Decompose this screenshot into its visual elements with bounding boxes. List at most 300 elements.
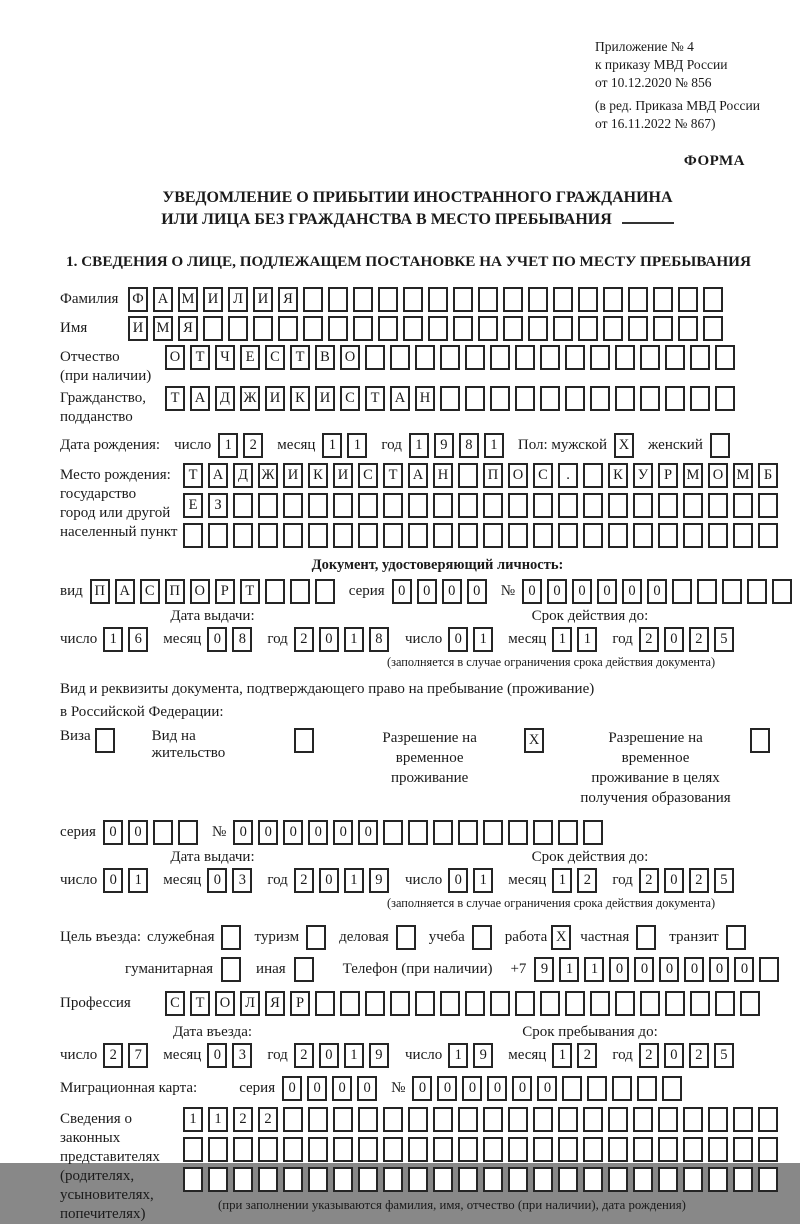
form-cell: Р xyxy=(290,991,310,1016)
form-cell xyxy=(258,493,278,518)
form-cell xyxy=(558,1137,578,1162)
form-cell: 0 xyxy=(308,820,328,845)
form-cell xyxy=(178,820,198,845)
form-cell xyxy=(303,287,323,312)
form-cell: К xyxy=(308,463,328,488)
purpose-tourism-label: туризм xyxy=(254,929,300,945)
form-cell: 2 xyxy=(577,868,597,893)
form-cell: 0 xyxy=(597,579,617,604)
form-cell: 1 xyxy=(183,1107,203,1132)
purpose-commercial-label: деловая xyxy=(339,929,389,945)
residence-valid-month-label: месяц xyxy=(508,872,547,888)
stay-until-fields xyxy=(405,1043,775,1068)
form-cell xyxy=(315,579,335,604)
form-cell xyxy=(733,493,753,518)
form-cell xyxy=(328,287,348,312)
form-cell: С xyxy=(358,463,378,488)
residence-series-cells xyxy=(103,820,203,845)
form-cell xyxy=(378,316,398,341)
form-cell xyxy=(294,728,314,753)
form-cell xyxy=(583,1107,603,1132)
residence-valid-year-label: год xyxy=(612,872,633,888)
temp-residence-label xyxy=(347,728,512,788)
form-cell: 0 xyxy=(417,579,437,604)
form-cell xyxy=(208,523,228,548)
form-cell xyxy=(428,316,448,341)
residence-issue-col xyxy=(60,849,405,911)
purpose-business-checkbox xyxy=(221,925,246,950)
form-cell xyxy=(408,1167,428,1192)
form-cell: М xyxy=(683,463,703,488)
identity-valid-heading: Срок действия до: xyxy=(531,608,649,624)
form-cell xyxy=(258,1137,278,1162)
residence-number-label: № xyxy=(211,824,227,840)
form-cell xyxy=(633,1167,653,1192)
form-cell: О xyxy=(508,463,528,488)
form-cell: 0 xyxy=(332,1076,352,1101)
form-cell xyxy=(508,493,528,518)
form-cell xyxy=(615,386,635,411)
form-cell: X xyxy=(524,728,544,753)
form-cell xyxy=(433,1167,453,1192)
stay-month-label: месяц xyxy=(508,1047,547,1063)
form-cell: С xyxy=(533,463,553,488)
form-cell xyxy=(558,493,578,518)
form-cell xyxy=(428,287,448,312)
residence-dates xyxy=(60,849,775,911)
form-cell xyxy=(608,1107,628,1132)
form-cell: А xyxy=(153,287,173,312)
form-cell xyxy=(703,316,723,341)
temp-residence-label-line2: проживание xyxy=(390,770,469,786)
stay-day-cells xyxy=(448,1043,498,1068)
form-cell xyxy=(583,523,603,548)
form-cell: 2 xyxy=(103,1043,123,1068)
form-cell xyxy=(708,1107,728,1132)
form-cell xyxy=(503,287,523,312)
form-cell xyxy=(633,1137,653,1162)
form-cell xyxy=(740,991,760,1016)
form-cell xyxy=(306,925,326,950)
form-cell xyxy=(221,957,241,982)
form-cell: 0 xyxy=(233,820,253,845)
form-cell: 0 xyxy=(333,820,353,845)
birth-place-label-line2: государство xyxy=(60,486,137,502)
form-cell: 0 xyxy=(734,957,754,982)
form-cell xyxy=(403,316,423,341)
form-cell: О xyxy=(165,345,185,370)
form-cell xyxy=(483,820,503,845)
residence-number-cells xyxy=(233,820,608,845)
form-cell: 9 xyxy=(473,1043,493,1068)
form-cell: 1 xyxy=(552,1043,572,1068)
form-cell xyxy=(433,1137,453,1162)
blank-underline xyxy=(622,222,674,224)
form-cell xyxy=(615,345,635,370)
temp-residence-label-line1: Разрешение на временное xyxy=(382,730,477,766)
form-cell: А xyxy=(190,386,210,411)
form-cell xyxy=(383,493,403,518)
form-cell xyxy=(333,493,353,518)
form-cell xyxy=(458,1107,478,1132)
form-cell: А xyxy=(115,579,135,604)
form-cell xyxy=(265,579,285,604)
form-cell xyxy=(358,1167,378,1192)
form-cell: 8 xyxy=(459,433,479,458)
form-cell xyxy=(583,493,603,518)
form-cell: Н xyxy=(415,386,435,411)
form-cell: Т xyxy=(383,463,403,488)
purpose-humanitarian-checkbox xyxy=(221,957,246,982)
form-cell: 1 xyxy=(584,957,604,982)
phone-prefix: +7 xyxy=(510,961,527,977)
entry-year-cells xyxy=(294,1043,394,1068)
form-cell: Я xyxy=(278,287,298,312)
representatives-label-line5: усыновителях, xyxy=(60,1187,154,1203)
form-cell xyxy=(383,1167,403,1192)
form-cell xyxy=(608,1167,628,1192)
form-cell: 2 xyxy=(577,1043,597,1068)
birth-day-label: число xyxy=(174,437,212,453)
birth-place-label-line1: Место рождения: xyxy=(60,467,171,483)
form-cell: 0 xyxy=(442,579,462,604)
migration-card-row xyxy=(60,1076,775,1101)
form-cell xyxy=(733,1137,753,1162)
form-cell: 1 xyxy=(103,627,123,652)
form-cell xyxy=(508,1107,528,1132)
form-cell xyxy=(283,493,303,518)
form-cell: 0 xyxy=(522,579,542,604)
identity-dates xyxy=(60,608,775,670)
form-cell xyxy=(758,493,778,518)
form-cell xyxy=(333,1137,353,1162)
purpose-transit-checkbox xyxy=(726,925,751,950)
form-cell: 0 xyxy=(258,820,278,845)
form-cell: 0 xyxy=(437,1076,457,1101)
patronymic-label-line1: Отчество xyxy=(60,349,120,365)
residence-valid-month-cells xyxy=(552,868,602,893)
form-cell xyxy=(758,1137,778,1162)
representatives-label-line3: представителях xyxy=(60,1149,160,1165)
residence-issue-month-cells xyxy=(207,868,257,893)
form-cell xyxy=(662,1076,682,1101)
residence-valid-heading: Срок действия до: xyxy=(531,849,649,865)
identity-valid-day-cells xyxy=(448,627,498,652)
form-cell xyxy=(528,316,548,341)
form-cell: 1 xyxy=(128,868,148,893)
form-cell xyxy=(553,316,573,341)
form-cell xyxy=(772,579,792,604)
form-cell xyxy=(633,493,653,518)
representatives-row3 xyxy=(183,1167,783,1192)
entry-dates xyxy=(60,1024,775,1068)
identity-issue-day-cells xyxy=(103,627,153,652)
form-cell xyxy=(294,957,314,982)
residence-issue-heading: Дата выдачи: xyxy=(170,849,255,865)
form-cell xyxy=(308,493,328,518)
form-cell: 0 xyxy=(664,1043,684,1068)
form-cell xyxy=(533,493,553,518)
patronymic-cells xyxy=(165,345,740,370)
form-cell: И xyxy=(283,463,303,488)
migration-series-label: серия xyxy=(239,1080,276,1096)
form-cell xyxy=(690,345,710,370)
form-cell: 8 xyxy=(232,627,252,652)
purpose-private-label: частная xyxy=(580,929,630,945)
form-cell: 0 xyxy=(537,1076,557,1101)
form-cell xyxy=(759,957,779,982)
form-cell xyxy=(533,523,553,548)
form-cell xyxy=(453,287,473,312)
form-cell: 0 xyxy=(103,820,123,845)
visa-option xyxy=(60,728,120,753)
form-cell: X xyxy=(551,925,571,950)
form-cell xyxy=(333,1167,353,1192)
form-cell: И xyxy=(333,463,353,488)
residence-doc-intro-line1: Вид и реквизиты документа, подтверждающего право на пребывание (проживание) xyxy=(60,681,595,697)
edu-residence-label-line3: получения образования xyxy=(580,790,731,806)
form-cell xyxy=(408,493,428,518)
form-cell xyxy=(515,991,535,1016)
stay-year-cells xyxy=(639,1043,739,1068)
form-cell xyxy=(365,345,385,370)
form-cell xyxy=(483,1137,503,1162)
migration-series-cells xyxy=(282,1076,382,1101)
form-cell: 0 xyxy=(487,1076,507,1101)
form-cell xyxy=(587,1076,607,1101)
form-cell xyxy=(583,820,603,845)
residence-valid-fields xyxy=(405,868,775,893)
citizenship-label-line1: Гражданство, xyxy=(60,390,147,406)
entry-year-label: год xyxy=(267,1047,288,1063)
form-cell xyxy=(633,523,653,548)
surname-cells xyxy=(128,287,728,312)
form-cell xyxy=(583,1167,603,1192)
form-cell xyxy=(708,1137,728,1162)
form-title-line2 xyxy=(60,209,775,231)
identity-kind-label: вид xyxy=(60,583,83,599)
patronymic-label-line2: (при наличии) xyxy=(60,368,152,384)
form-cell xyxy=(453,316,473,341)
form-cell xyxy=(472,925,492,950)
residence-issue-day-cells xyxy=(103,868,153,893)
birth-place-label xyxy=(60,463,183,542)
residence-series-label: серия xyxy=(60,824,96,840)
identity-valid-month-label: месяц xyxy=(508,631,547,647)
form-cell xyxy=(515,386,535,411)
form-cell xyxy=(408,523,428,548)
form-cell: 2 xyxy=(689,1043,709,1068)
form-cell xyxy=(253,316,273,341)
form-cell: 0 xyxy=(207,627,227,652)
form-cell: М xyxy=(178,287,198,312)
form-cell xyxy=(95,728,115,753)
form-cell: 0 xyxy=(609,957,629,982)
form-cell: 0 xyxy=(319,868,339,893)
form-cell: Б xyxy=(758,463,778,488)
profession-cells xyxy=(165,991,765,1016)
form-cell xyxy=(203,316,223,341)
form-cell xyxy=(540,386,560,411)
birth-month-label: месяц xyxy=(277,437,316,453)
form-cell: 0 xyxy=(634,957,654,982)
form-cell xyxy=(258,523,278,548)
form-cell xyxy=(558,523,578,548)
purpose-tourism-checkbox xyxy=(306,925,331,950)
form-cell xyxy=(415,991,435,1016)
form-cell: 0 xyxy=(319,627,339,652)
identity-issue-month-label: месяц xyxy=(163,631,202,647)
form-cell xyxy=(358,1137,378,1162)
form-cell xyxy=(415,345,435,370)
form-cell xyxy=(333,523,353,548)
residence-doc-intro xyxy=(60,678,775,724)
form-cell: 2 xyxy=(233,1107,253,1132)
firstname-label: Имя xyxy=(60,320,88,336)
representatives-label-line1: Сведения о xyxy=(60,1111,132,1127)
form-cell: 1 xyxy=(484,433,504,458)
form-cell xyxy=(233,523,253,548)
form-cell: 0 xyxy=(512,1076,532,1101)
form-cell: М xyxy=(733,463,753,488)
stay-year-label: год xyxy=(612,1047,633,1063)
form-cell xyxy=(328,316,348,341)
form-cell: О xyxy=(708,463,728,488)
form-cell xyxy=(665,991,685,1016)
form-cell: И xyxy=(315,386,335,411)
form-cell: П xyxy=(90,579,110,604)
form-cell xyxy=(708,523,728,548)
temp-residence-checkbox xyxy=(524,728,549,753)
form-cell xyxy=(378,287,398,312)
form-cell: П xyxy=(165,579,185,604)
form-cell xyxy=(726,925,746,950)
form-cell xyxy=(433,820,453,845)
citizenship-row xyxy=(60,386,775,427)
form-cell xyxy=(440,345,460,370)
identity-kind-cells xyxy=(90,579,340,604)
form-cell: Д xyxy=(215,386,235,411)
form-cell xyxy=(615,991,635,1016)
entry-purpose-row xyxy=(60,925,775,950)
form-cell xyxy=(558,1107,578,1132)
sex-female-label: женский xyxy=(648,437,703,453)
representatives-label xyxy=(60,1107,183,1224)
form-cell: Л xyxy=(240,991,260,1016)
identity-issue-month-cells xyxy=(207,627,257,652)
section1-heading: 1. СВЕДЕНИЯ О ЛИЦЕ, ПОДЛЕЖАЩЕМ ПОСТАНОВКЕ НА УЧЕТ ПО МЕСТУ ПРЕБЫВАНИЯ xyxy=(66,253,751,270)
annex-line-3: от 10.12.2020 № 856 xyxy=(595,75,712,90)
form-cell xyxy=(458,1167,478,1192)
form-cell: И xyxy=(253,287,273,312)
firstname-row xyxy=(60,316,775,341)
form-cell xyxy=(708,493,728,518)
annex-line-5: от 16.11.2022 № 867) xyxy=(595,116,716,131)
form-cell xyxy=(508,523,528,548)
identity-doc-row xyxy=(60,579,775,604)
form-cell: 7 xyxy=(128,1043,148,1068)
form-cell xyxy=(483,1167,503,1192)
form-cell: 2 xyxy=(294,868,314,893)
sex-male-checkbox xyxy=(614,433,639,458)
form-cell: 0 xyxy=(448,627,468,652)
form-cell xyxy=(533,1167,553,1192)
entry-purpose-row2 xyxy=(125,957,775,982)
form-cell: С xyxy=(340,386,360,411)
form-cell: 0 xyxy=(467,579,487,604)
form-cell: 2 xyxy=(294,627,314,652)
form-cell xyxy=(608,523,628,548)
form-cell xyxy=(508,1137,528,1162)
birth-place-cells-block xyxy=(183,463,783,553)
form-cell: 5 xyxy=(714,627,734,652)
form-cell: X xyxy=(614,433,634,458)
form-cell xyxy=(678,316,698,341)
residence-series-row xyxy=(60,820,775,845)
residence-permit-option xyxy=(152,728,320,762)
form-cell: К xyxy=(290,386,310,411)
form-cell xyxy=(747,579,767,604)
identity-doc-heading: Документ, удостоверяющий личность: xyxy=(311,557,564,573)
identity-valid-month-cells xyxy=(552,627,602,652)
form-cell xyxy=(637,1076,657,1101)
residence-issue-month-label: месяц xyxy=(163,872,202,888)
forma-label: ФОРМА xyxy=(683,153,745,169)
form-cell xyxy=(308,1137,328,1162)
form-cell xyxy=(558,820,578,845)
form-cell xyxy=(433,1107,453,1132)
form-cell: 9 xyxy=(369,1043,389,1068)
form-cell xyxy=(390,991,410,1016)
identity-valid-fields xyxy=(405,627,775,652)
identity-issue-heading: Дата выдачи: xyxy=(170,608,255,624)
form-cell xyxy=(283,1107,303,1132)
form-cell: 3 xyxy=(232,1043,252,1068)
purpose-commercial-checkbox xyxy=(396,925,421,950)
form-cell: А xyxy=(408,463,428,488)
form-cell: Т xyxy=(290,345,310,370)
form-cell xyxy=(308,1167,328,1192)
form-cell xyxy=(403,287,423,312)
form-cell xyxy=(733,1167,753,1192)
identity-valid-year-label: год xyxy=(612,631,633,647)
residence-valid-day-label: число xyxy=(405,872,443,888)
form-cell xyxy=(672,579,692,604)
form-cell xyxy=(590,345,610,370)
form-cell xyxy=(283,1167,303,1192)
form-cell xyxy=(633,1107,653,1132)
form-cell xyxy=(308,523,328,548)
entry-purpose-label: Цель въезда: xyxy=(60,929,141,945)
form-cell xyxy=(640,345,660,370)
form-cell xyxy=(715,991,735,1016)
form-cell xyxy=(483,493,503,518)
form-cell: С xyxy=(165,991,185,1016)
form-cell xyxy=(183,1167,203,1192)
form-cell: 2 xyxy=(689,868,709,893)
entry-date-col xyxy=(60,1024,405,1068)
form-cell xyxy=(558,1167,578,1192)
form-cell: 1 xyxy=(448,1043,468,1068)
form-cell xyxy=(208,1137,228,1162)
form-cell: Я xyxy=(265,991,285,1016)
form-cell xyxy=(583,463,603,488)
form-cell: П xyxy=(483,463,503,488)
annex-line-2: к приказу МВД России xyxy=(595,57,728,72)
form-cell xyxy=(478,316,498,341)
form-cell xyxy=(628,287,648,312)
entry-day-cells xyxy=(103,1043,153,1068)
